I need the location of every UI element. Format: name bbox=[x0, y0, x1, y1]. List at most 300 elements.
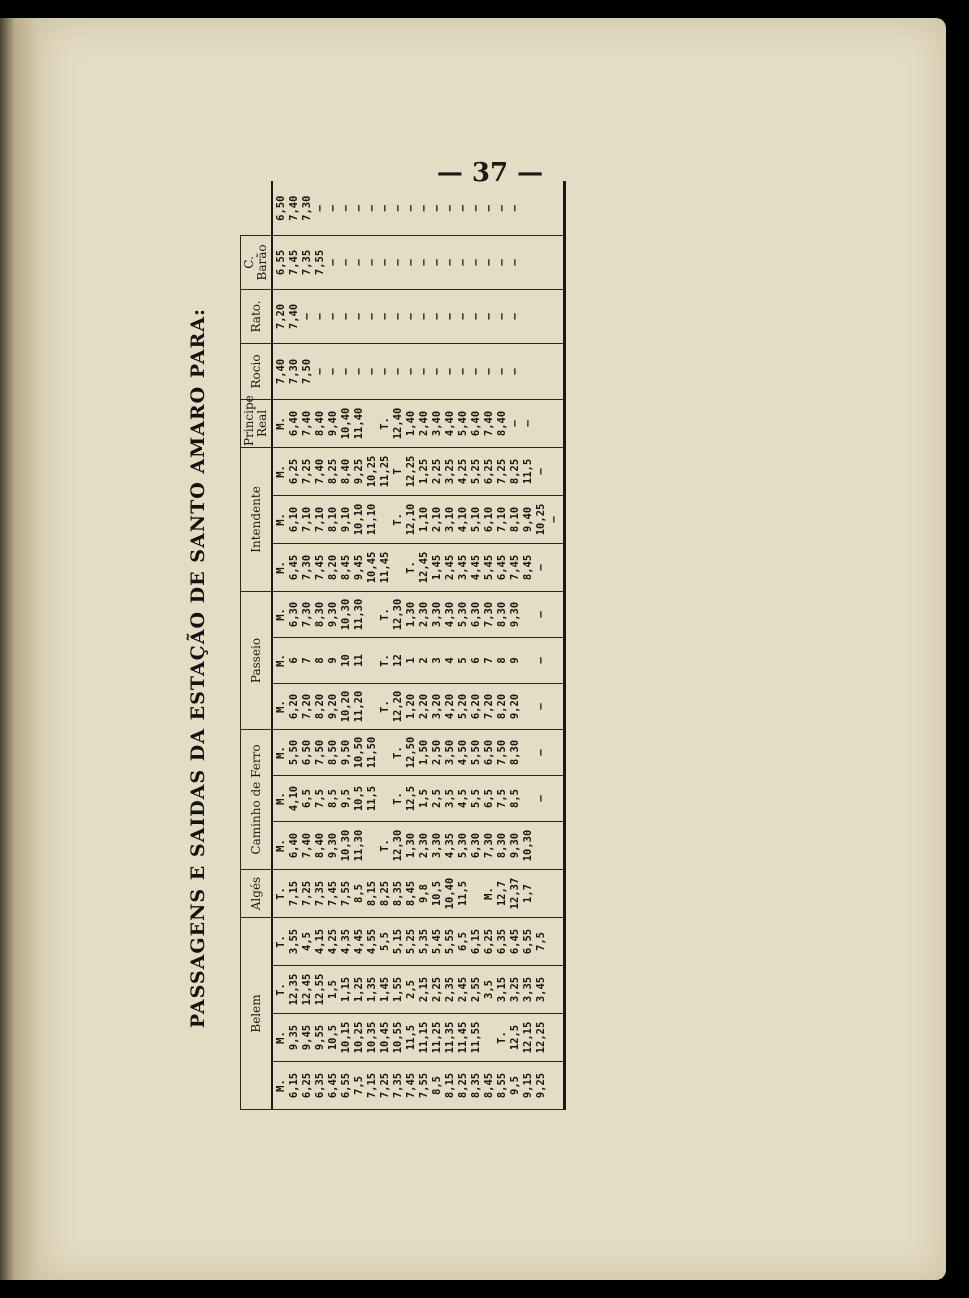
time-entry: 4,45 bbox=[470, 554, 482, 581]
time-entry: M. bbox=[275, 746, 287, 759]
time-entry: 7,30 bbox=[301, 554, 313, 581]
book-gutter bbox=[0, 18, 43, 1280]
book-page bbox=[38, 18, 946, 1280]
time-entry: 12,30 bbox=[392, 598, 404, 631]
time-entry: 5,50 bbox=[470, 739, 482, 766]
time-entry: 10,55 bbox=[392, 1021, 404, 1054]
time-entry: — bbox=[340, 313, 352, 320]
time-entry: 12,20 bbox=[392, 690, 404, 723]
time-entry: 11,30 bbox=[353, 598, 365, 631]
time-entry: 3,5 bbox=[483, 980, 495, 999]
time-entry: 3,45 bbox=[535, 976, 547, 1003]
time-entry: 7,5 bbox=[535, 932, 547, 951]
time-entry: 6,45 bbox=[288, 554, 300, 581]
time-entry: 1,25 bbox=[418, 458, 430, 485]
time-entry: 7,35 bbox=[392, 1072, 404, 1099]
time-entry: 10,30 bbox=[522, 829, 534, 862]
time-column bbox=[272, 343, 565, 399]
time-entry: — bbox=[405, 259, 417, 266]
time-entry: 6,50 bbox=[301, 739, 313, 766]
time-entry: M. bbox=[275, 654, 287, 667]
time-entry bbox=[392, 544, 405, 591]
time-entry: 9,45 bbox=[301, 1024, 313, 1051]
time-entry: 8,30 bbox=[496, 832, 508, 859]
time-entry: 9,8 bbox=[418, 884, 430, 903]
time-entry: 6,25 bbox=[483, 928, 495, 955]
time-entry: — bbox=[509, 368, 521, 375]
time-entry: 8,40 bbox=[340, 458, 352, 485]
time-entry: 5,5 bbox=[379, 932, 391, 951]
time-entry: 1,5 bbox=[418, 789, 430, 808]
time-entry: 12,25 bbox=[405, 455, 417, 488]
time-entry: 12,15 bbox=[522, 1021, 534, 1054]
time-entry: 2,55 bbox=[470, 976, 482, 1003]
time-entry: 7,30 bbox=[288, 358, 300, 385]
time-entry: 12,5 bbox=[509, 1024, 521, 1051]
time-entry: 2,5 bbox=[431, 789, 443, 808]
time-entry: T. bbox=[405, 561, 417, 574]
time-entry: 10,25 bbox=[353, 1021, 365, 1054]
time-entry: 8,45 bbox=[483, 1072, 495, 1099]
time-entry: 8,5 bbox=[327, 789, 339, 808]
time-entry: 3,30 bbox=[431, 832, 443, 859]
time-entry: 10,45 bbox=[366, 551, 378, 584]
time-entry: 8,20 bbox=[496, 693, 508, 720]
time-entry: 11,35 bbox=[444, 1021, 456, 1054]
time-entry: T. bbox=[275, 983, 287, 996]
time-entry: — bbox=[392, 205, 404, 212]
time-entry: 8,45 bbox=[405, 880, 417, 907]
time-entry: 10,5 bbox=[431, 880, 443, 907]
time-entry: 1,25 bbox=[353, 976, 365, 1003]
time-entry: 8,15 bbox=[444, 1072, 456, 1099]
time-entry: 6,45 bbox=[509, 928, 521, 955]
time-entry: 8,5 bbox=[509, 789, 521, 808]
time-entry: 1,5 bbox=[327, 980, 339, 999]
time-entry: 2,40 bbox=[418, 410, 430, 437]
time-entry: — bbox=[444, 259, 456, 266]
time-entry: 9,30 bbox=[327, 832, 339, 859]
time-entry: — bbox=[522, 420, 534, 427]
time-entry: 7 bbox=[301, 657, 313, 664]
time-entry bbox=[522, 638, 535, 683]
timetable-grid bbox=[240, 181, 566, 1110]
time-entry: 6,40 bbox=[470, 410, 482, 437]
group-header: Intendente bbox=[241, 447, 273, 591]
time-entry: 11,45 bbox=[379, 551, 391, 584]
time-entry: — bbox=[431, 205, 443, 212]
time-entry: 9,5 bbox=[340, 789, 352, 808]
time-entry: 9,5 bbox=[509, 1076, 521, 1095]
group-header: Rato. bbox=[241, 289, 273, 343]
time-entry: 8,45 bbox=[340, 554, 352, 581]
time-entry: 5,40 bbox=[457, 410, 469, 437]
time-entry: 10,5 bbox=[353, 785, 365, 812]
time-entry: 6,25 bbox=[301, 1072, 313, 1099]
time-entry: 2,50 bbox=[431, 739, 443, 766]
time-entry: — bbox=[535, 795, 547, 802]
time-entry: — bbox=[314, 368, 326, 375]
time-entry: 11,5 bbox=[405, 1024, 417, 1051]
time-column bbox=[272, 447, 565, 495]
time-entry: 9,20 bbox=[327, 693, 339, 720]
time-entry: — bbox=[392, 313, 404, 320]
table-title: PASSAGENS E SAIDAS DA ESTAÇÃO DE SANTO AMARO PARA: bbox=[187, 307, 209, 1029]
time-entry: 5 bbox=[457, 657, 469, 664]
time-entry: 12,25 bbox=[535, 1021, 547, 1054]
time-entry: — bbox=[353, 313, 365, 320]
time-entry: 7,30 bbox=[301, 601, 313, 628]
time-entry: 10,20 bbox=[340, 690, 352, 723]
time-entry: 7,5 bbox=[496, 789, 508, 808]
time-entry: 1,7 bbox=[522, 884, 534, 903]
time-entry: 9,30 bbox=[509, 601, 521, 628]
time-entry: 9,30 bbox=[327, 601, 339, 628]
time-entry: T. bbox=[379, 839, 391, 852]
time-entry: 4,5 bbox=[457, 789, 469, 808]
time-entry: 6,35 bbox=[496, 928, 508, 955]
time-entry: 7,35 bbox=[301, 249, 313, 276]
time-entry bbox=[366, 592, 379, 637]
time-entry: 4,15 bbox=[314, 928, 326, 955]
time-entry: — bbox=[340, 259, 352, 266]
time-entry: 6,15 bbox=[288, 1072, 300, 1099]
time-entry: 7,40 bbox=[301, 832, 313, 859]
time-entry: 12,50 bbox=[405, 736, 417, 769]
time-entry: 8,40 bbox=[314, 410, 326, 437]
time-entry: T. bbox=[392, 513, 404, 526]
time-entry: 4,45 bbox=[353, 928, 365, 955]
time-entry: 5,10 bbox=[470, 506, 482, 533]
time-entry: 9 bbox=[509, 657, 521, 664]
time-entry: T bbox=[392, 468, 404, 475]
time-entry: — bbox=[340, 205, 352, 212]
time-entry: 7,40 bbox=[288, 303, 300, 330]
time-entry: 1,45 bbox=[379, 976, 391, 1003]
time-column bbox=[272, 495, 565, 543]
time-entry: 12,10 bbox=[405, 503, 417, 536]
time-entry: 9 bbox=[327, 657, 339, 664]
time-entry: — bbox=[301, 313, 313, 320]
time-entry: 11,15 bbox=[418, 1021, 430, 1054]
time-entry: 8,20 bbox=[314, 693, 326, 720]
time-entry: 6,10 bbox=[483, 506, 495, 533]
time-entry: 7,30 bbox=[483, 601, 495, 628]
time-entry: 6,25 bbox=[483, 458, 495, 485]
time-entry: M. bbox=[275, 839, 287, 852]
time-entry: 8 bbox=[496, 657, 508, 664]
time-entry: — bbox=[457, 368, 469, 375]
time-entry: 6,50 bbox=[483, 739, 495, 766]
time-column bbox=[272, 870, 565, 918]
time-entry: 2,45 bbox=[457, 976, 469, 1003]
time-entry: 6,55 bbox=[340, 1072, 352, 1099]
time-entry: — bbox=[535, 749, 547, 756]
time-entry: 1,15 bbox=[340, 976, 352, 1003]
time-entry: 7,40 bbox=[314, 458, 326, 485]
time-entry: — bbox=[444, 313, 456, 320]
time-entry: 4,50 bbox=[457, 739, 469, 766]
time-column bbox=[272, 683, 565, 729]
time-entry: — bbox=[431, 368, 443, 375]
time-entry: 7,45 bbox=[288, 249, 300, 276]
time-entry bbox=[366, 400, 379, 447]
time-entry bbox=[366, 822, 379, 869]
time-entry: — bbox=[535, 657, 547, 664]
time-entry: 6,50 bbox=[275, 195, 287, 221]
time-entry bbox=[379, 776, 392, 821]
time-entry: 7,25 bbox=[301, 880, 313, 907]
time-entry: — bbox=[405, 205, 417, 212]
time-entry: — bbox=[535, 468, 547, 475]
time-entry: — bbox=[392, 368, 404, 375]
time-entry: 9,25 bbox=[353, 458, 365, 485]
time-entry: 4,5 bbox=[301, 932, 313, 951]
time-column bbox=[272, 399, 565, 447]
time-entry: 7,20 bbox=[301, 693, 313, 720]
time-entry: — bbox=[483, 368, 495, 375]
time-entry: 5,15 bbox=[392, 928, 404, 955]
time-entry: 10,25 bbox=[366, 455, 378, 488]
time-entry: — bbox=[457, 259, 469, 266]
group-header-row bbox=[241, 181, 273, 1109]
time-entry: 10,15 bbox=[340, 1021, 352, 1054]
time-entry: 11,5 bbox=[457, 880, 469, 907]
time-entry: 11,25 bbox=[379, 455, 391, 488]
time-entry: 11,20 bbox=[353, 690, 365, 723]
time-entry: — bbox=[496, 205, 508, 212]
group-header: Belem bbox=[241, 918, 273, 1110]
group-header: Rocio bbox=[241, 343, 273, 399]
time-entry: 5,25 bbox=[470, 458, 482, 485]
time-entry: — bbox=[418, 313, 430, 320]
time-entry: 8,25 bbox=[379, 880, 391, 907]
group-header: Caminho de Ferro bbox=[241, 729, 273, 869]
time-entry: 6,10 bbox=[288, 506, 300, 533]
time-entry: — bbox=[483, 205, 495, 212]
time-entry: 6,20 bbox=[288, 693, 300, 720]
time-entry: 12 bbox=[392, 654, 404, 667]
time-entry: T. bbox=[379, 700, 391, 713]
time-entry: 2,15 bbox=[418, 976, 430, 1003]
time-entry: 8,40 bbox=[314, 832, 326, 859]
time-entry: — bbox=[470, 259, 482, 266]
time-entry: — bbox=[353, 368, 365, 375]
time-entry: — bbox=[483, 313, 495, 320]
time-entry: 4 bbox=[444, 657, 456, 664]
time-entry: 11,40 bbox=[353, 407, 365, 440]
time-entry: — bbox=[340, 368, 352, 375]
time-entry: 9,15 bbox=[522, 1072, 534, 1099]
time-entry: 11,45 bbox=[457, 1021, 469, 1054]
time-entry: 11,30 bbox=[353, 829, 365, 862]
group-header: Algés bbox=[241, 870, 273, 918]
time-column bbox=[272, 181, 565, 235]
time-entry: 1,10 bbox=[418, 506, 430, 533]
time-entry: 10,50 bbox=[353, 736, 365, 769]
time-entry: 9,40 bbox=[327, 410, 339, 437]
time-entry: M. bbox=[275, 1031, 287, 1044]
time-entry: T. bbox=[379, 608, 391, 621]
time-entry: 3,30 bbox=[431, 601, 443, 628]
time-entry: 3,40 bbox=[431, 410, 443, 437]
time-entry: 7,20 bbox=[275, 303, 287, 330]
time-entry bbox=[522, 592, 535, 637]
time-entry: 2,20 bbox=[418, 693, 430, 720]
time-entry: — bbox=[496, 368, 508, 375]
time-entry: — bbox=[496, 313, 508, 320]
time-entry: 8,25 bbox=[327, 458, 339, 485]
time-entry: 7,25 bbox=[301, 458, 313, 485]
time-entry: 7,45 bbox=[405, 1072, 417, 1099]
time-entry bbox=[379, 496, 392, 543]
group-header: Passeio bbox=[241, 591, 273, 729]
time-entry: 11,5 bbox=[522, 458, 534, 485]
time-entry: M. bbox=[275, 792, 287, 805]
time-entry: 10 bbox=[340, 654, 352, 667]
time-column bbox=[272, 543, 565, 591]
time-entry: 6,5 bbox=[483, 789, 495, 808]
time-entry: 2,25 bbox=[431, 976, 443, 1003]
time-entry: 2,45 bbox=[444, 554, 456, 581]
time-entry: — bbox=[470, 368, 482, 375]
time-entry: — bbox=[327, 313, 339, 320]
group-header: C. Barão bbox=[241, 235, 273, 289]
time-entry: 6,30 bbox=[470, 832, 482, 859]
time-entry: 1,30 bbox=[405, 832, 417, 859]
time-column bbox=[272, 591, 565, 637]
time-entry: M. bbox=[275, 561, 287, 574]
time-entry: 7,10 bbox=[314, 506, 326, 533]
time-entry: 7,40 bbox=[301, 410, 313, 437]
time-entry: 7,55 bbox=[340, 880, 352, 907]
time-entry: 8 bbox=[314, 657, 326, 664]
time-entry: 7,15 bbox=[288, 880, 300, 907]
time-entry: T. bbox=[392, 792, 404, 805]
time-entry: 8,20 bbox=[327, 554, 339, 581]
time-entry: 7,55 bbox=[418, 1072, 430, 1099]
time-entry: 3,5 bbox=[444, 789, 456, 808]
time-entry: M. bbox=[275, 513, 287, 526]
time-entry: — bbox=[366, 368, 378, 375]
time-entry: 6,40 bbox=[288, 410, 300, 437]
time-entry: 12,40 bbox=[392, 407, 404, 440]
time-entry bbox=[522, 730, 535, 775]
time-entry bbox=[522, 776, 535, 821]
time-entry: 10,40 bbox=[340, 407, 352, 440]
time-entry: 1,20 bbox=[405, 693, 417, 720]
time-entry: — bbox=[431, 259, 443, 266]
time-entry: — bbox=[431, 313, 443, 320]
time-entry: — bbox=[418, 259, 430, 266]
time-entry: 4,35 bbox=[444, 832, 456, 859]
time-entry: 2,30 bbox=[418, 601, 430, 628]
time-entry: 3,50 bbox=[444, 739, 456, 766]
time-entry: — bbox=[444, 205, 456, 212]
time-entry: 3,20 bbox=[431, 693, 443, 720]
time-entry: — bbox=[314, 205, 326, 212]
time-entry: 4,55 bbox=[366, 928, 378, 955]
time-entry: 6,5 bbox=[457, 932, 469, 951]
time-entry: 6,30 bbox=[288, 601, 300, 628]
time-entry: 10,10 bbox=[353, 503, 365, 536]
time-entry: 12,55 bbox=[314, 973, 326, 1006]
time-entry: — bbox=[405, 368, 417, 375]
time-column bbox=[272, 776, 565, 822]
time-entry bbox=[522, 684, 535, 729]
time-entry: — bbox=[392, 259, 404, 266]
time-entry: — bbox=[314, 313, 326, 320]
time-entry: — bbox=[535, 564, 547, 571]
time-entry: 7,40 bbox=[483, 410, 495, 437]
time-entry: 4,25 bbox=[457, 458, 469, 485]
time-entry: 5,35 bbox=[418, 928, 430, 955]
time-entry: 7,25 bbox=[379, 1072, 391, 1099]
time-entry: 7,5 bbox=[314, 789, 326, 808]
time-entry: 10,35 bbox=[366, 1021, 378, 1054]
time-entry: 9,25 bbox=[535, 1072, 547, 1099]
time-entry: 5,45 bbox=[483, 554, 495, 581]
time-entry: 1,30 bbox=[405, 601, 417, 628]
time-entry: 7,50 bbox=[301, 358, 313, 385]
time-entry: — bbox=[418, 368, 430, 375]
time-column bbox=[272, 966, 565, 1014]
time-entry: T. bbox=[379, 654, 391, 667]
time-entry: 12,7 bbox=[496, 880, 508, 907]
time-column bbox=[272, 289, 565, 343]
time-entry: 2,30 bbox=[418, 832, 430, 859]
time-entry: 10,30 bbox=[340, 829, 352, 862]
time-entry: 8,35 bbox=[470, 1072, 482, 1099]
time-entry: 6 bbox=[470, 657, 482, 664]
time-entry: 9,10 bbox=[340, 506, 352, 533]
time-entry: — bbox=[405, 313, 417, 320]
time-entry: 7,55 bbox=[314, 249, 326, 276]
time-entry: 12,35 bbox=[288, 973, 300, 1006]
time-entry: 8,10 bbox=[509, 506, 521, 533]
time-entry: 7,5 bbox=[353, 1076, 365, 1095]
time-entry: 3,10 bbox=[444, 506, 456, 533]
time-entry: 11,5 bbox=[366, 785, 378, 812]
time-entry: 3,25 bbox=[444, 458, 456, 485]
time-entry: 7,20 bbox=[483, 693, 495, 720]
time-entry: 9,55 bbox=[314, 1024, 326, 1051]
time-entry: 3 bbox=[431, 657, 443, 664]
time-entry: 4,10 bbox=[288, 785, 300, 812]
time-entry: — bbox=[535, 703, 547, 710]
time-entry: M. bbox=[275, 1079, 287, 1092]
time-entry: 10,25 bbox=[535, 503, 547, 536]
time-entry: 6,20 bbox=[470, 693, 482, 720]
time-entry: — bbox=[366, 205, 378, 212]
time-entry: 5,20 bbox=[457, 693, 469, 720]
time-entry: 12,45 bbox=[418, 551, 430, 584]
time-entry: — bbox=[327, 205, 339, 212]
time-entry: 6,45 bbox=[496, 554, 508, 581]
time-entry: 7,25 bbox=[496, 458, 508, 485]
time-entry: 7,50 bbox=[496, 739, 508, 766]
time-entry: 5,45 bbox=[431, 928, 443, 955]
time-entry: — bbox=[548, 516, 560, 523]
time-entry: 3,15 bbox=[496, 976, 508, 1003]
time-entry: 2,10 bbox=[431, 506, 443, 533]
time-entry bbox=[470, 870, 483, 917]
time-entry: 9,45 bbox=[353, 554, 365, 581]
time-entry: 6,55 bbox=[522, 928, 534, 955]
time-column bbox=[272, 918, 565, 966]
time-column bbox=[272, 235, 565, 289]
time-entry: 9,35 bbox=[288, 1024, 300, 1051]
